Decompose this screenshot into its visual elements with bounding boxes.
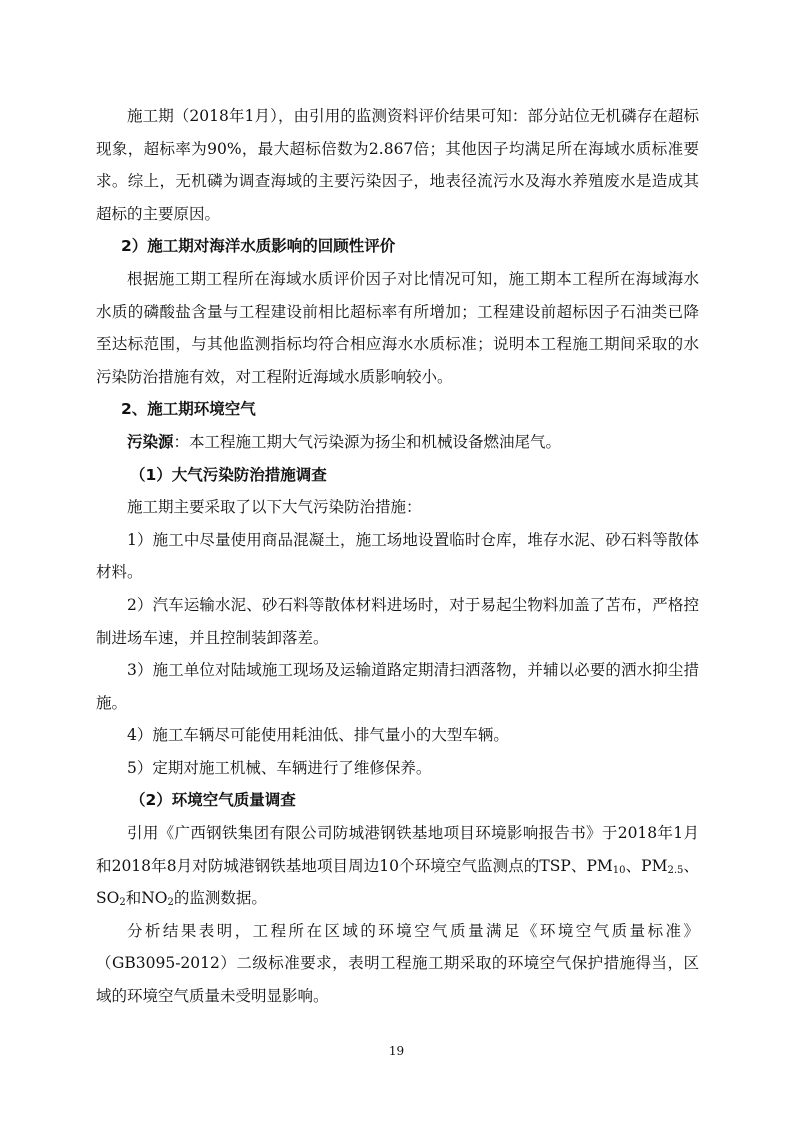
no2-subscript: 2: [167, 897, 174, 909]
paragraph-pollution-source: [96, 426, 699, 459]
heading-construction-air: 2、施工期环境空气: [121, 400, 256, 419]
page-number: 19: [388, 1044, 405, 1058]
paragraph-construction-water-result: 施工期（2018年1月），由引用的监测资料评价结果可知：部分站位无机磷存在超标现象，超标率为90%，最大超标倍数为2.867倍；其他因子均满足所在海域水质标准要求。综上，无机磷为调查海域的主要污染因子，地表径流污水及海水养殖废水是造成其超标的主要原因。: [96, 107, 699, 223]
measure-item-2: 2）汽车运输水泥、砂石料等散体材料进场时，对于易起尘物料加盖了苫布，严格控制进场车速，并且控制装卸落差。: [96, 595, 699, 647]
pm25-subscript: 2.5: [667, 864, 684, 876]
so2-subscript: 2: [119, 897, 126, 909]
measure-item-3: 3）施工单位对陆域施工现场及运输道路定期清扫洒落物，并辅以必要的洒水抑尘措施。: [96, 661, 699, 712]
air-monitoring-text-c: 、SO: [96, 856, 699, 908]
paragraph-air-measures-intro: 施工期主要采取了以下大气污染防治措施：: [127, 498, 422, 517]
heading-air-quality: （2）环境空气质量调查: [130, 791, 296, 810]
paragraph-water-quality-review: 根据施工期工程所在海域水质评价因子对比情况可知，施工期本工程所在海域海水水质的磷酸盐含量与工程建设前相比超标率有所增加；工程建设前超标因子石油类已降至达标范围，与其他监测指标均符合相应海水水质标准；说明本工程施工期间采取的水污染防治措施有效，对工程附近海域水质影响较小。: [96, 269, 699, 386]
heading-air-measures: （1）大气污染防治措施调查: [130, 465, 327, 484]
pollution-source-text: ：本工程施工期大气污染源为扬尘和机械设备燃油尾气。: [173, 432, 562, 451]
heading-water-quality-review: 2）施工期对海洋水质影响的回顾性评价: [121, 237, 396, 256]
measure-item-4: 4）施工车辆尽可能使用耗油低、排气量小的大型车辆。: [127, 726, 509, 745]
measure-item-1: 1）施工中尽量使用商品混凝土，施工场地设置临时仓库，堆存水泥、砂石料等散体材料。: [96, 530, 699, 582]
air-monitoring-text-b: 、PM: [625, 856, 668, 875]
paragraph-air-quality-result: 分析结果表明，工程所在区域的环境空气质量满足《环境空气质量标准》（GB3095-2012）二级标准要求，表明工程施工期采取的环境空气保护措施得当，区域的环境空气质量未受明显影响。: [96, 921, 699, 1006]
pollution-source-label: 污染源: [127, 432, 174, 451]
paragraph-air-monitoring: [96, 817, 699, 915]
air-monitoring-text-e: 的监测数据。: [173, 889, 267, 908]
measure-item-5: 5）定期对施工机械、车辆进行了维修保养。: [127, 758, 432, 777]
air-monitoring-text-d: 和NO: [125, 889, 168, 908]
pm10-subscript: 10: [612, 864, 626, 876]
air-monitoring-text-a: 引用《广西钢铁集团有限公司防城港钢铁基地项目环境影响报告书》于2018年1月和2018年8月对防城港钢铁基地项目周边10个环境空气监测点的TSP、PM: [96, 824, 699, 875]
page-body: [96, 100, 699, 1013]
